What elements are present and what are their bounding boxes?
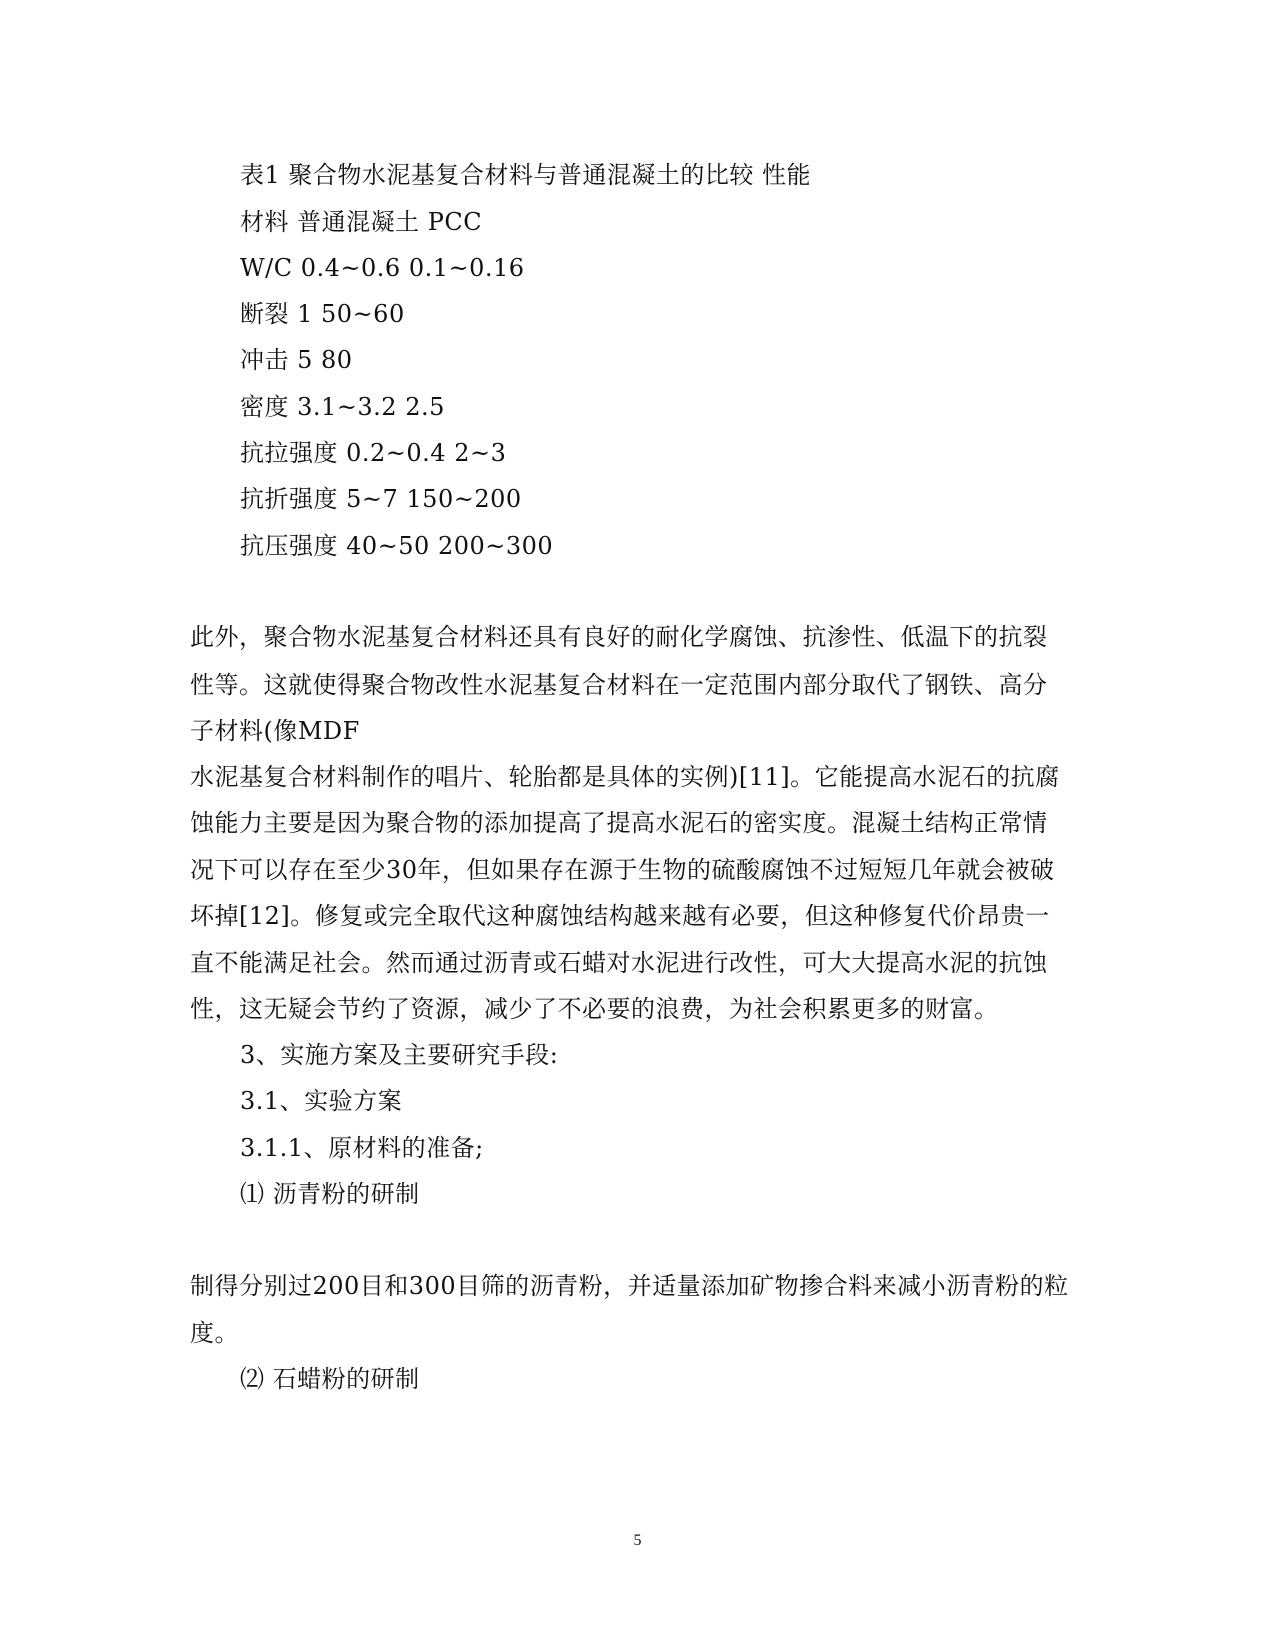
table-row: 抗拉强度 0.2~0.4 2~3 <box>240 439 507 467</box>
list-item: ⑴ 沥青粉的研制 <box>240 1180 420 1208</box>
paragraph-line: 蚀能力主要是因为聚合物的添加提高了提高水泥石的密实度。混凝土结构正常情 <box>190 809 1048 837</box>
table-row: 抗折强度 5~7 150~200 <box>240 485 522 513</box>
page-number: 5 <box>633 1532 642 1549</box>
table-row: 冲击 5 80 <box>240 346 353 374</box>
paragraph-line: 直不能满足社会。然而通过沥青或石蜡对水泥进行改性，可大大提高水泥的抗蚀 <box>190 949 1048 977</box>
paragraph-line: 性等。这就使得聚合物改性水泥基复合材料在一定范围内部分取代了钢铁、高分 <box>190 671 1048 699</box>
table-row: 密度 3.1~3.2 2.5 <box>240 393 445 421</box>
table-caption: 表1 聚合物水泥基复合材料与普通混凝土的比较 性能 <box>240 161 812 189</box>
table-row: W/C 0.4~0.6 0.1~0.16 <box>240 254 525 282</box>
paragraph-line: 况下可以存在至少30年，但如果存在源于生物的硫酸腐蚀不过短短几年就会被破 <box>190 856 1055 884</box>
paragraph-line: 度。 <box>190 1319 239 1347</box>
paragraph-line: 子材料(像MDF <box>190 717 360 745</box>
subsection-heading: 3.1、实验方案 <box>240 1087 403 1115</box>
table-row: 断裂 1 50~60 <box>240 300 405 328</box>
table-row: 材料 普通混凝土 PCC <box>240 208 483 236</box>
paragraph-line: 水泥基复合材料制作的唱片、轮胎都是具体的实例)[11]。它能提高水泥石的抗腐 <box>190 763 1060 791</box>
subsubsection-heading: 3.1.1、原材料的准备; <box>240 1134 484 1162</box>
paragraph-line: 坏掉[12]。修复或完全取代这种腐蚀结构越来越有必要，但这种修复代价昂贵一 <box>190 902 1050 930</box>
list-item: ⑵ 石蜡粉的研制 <box>240 1365 420 1393</box>
table-row: 抗压强度 40~50 200~300 <box>240 532 554 560</box>
paragraph-line: 制得分别过200目和300目筛的沥青粉，并适量添加矿物掺合料来减小沥青粉的粒 <box>190 1272 1069 1300</box>
section-heading: 3、实施方案及主要研究手段: <box>240 1041 559 1069</box>
paragraph-line: 性，这无疑会节约了资源，减少了不必要的浪费，为社会积累更多的财富。 <box>190 995 999 1023</box>
paragraph-line: 此外，聚合物水泥基复合材料还具有良好的耐化学腐蚀、抗渗性、低温下的抗裂 <box>190 623 1048 651</box>
